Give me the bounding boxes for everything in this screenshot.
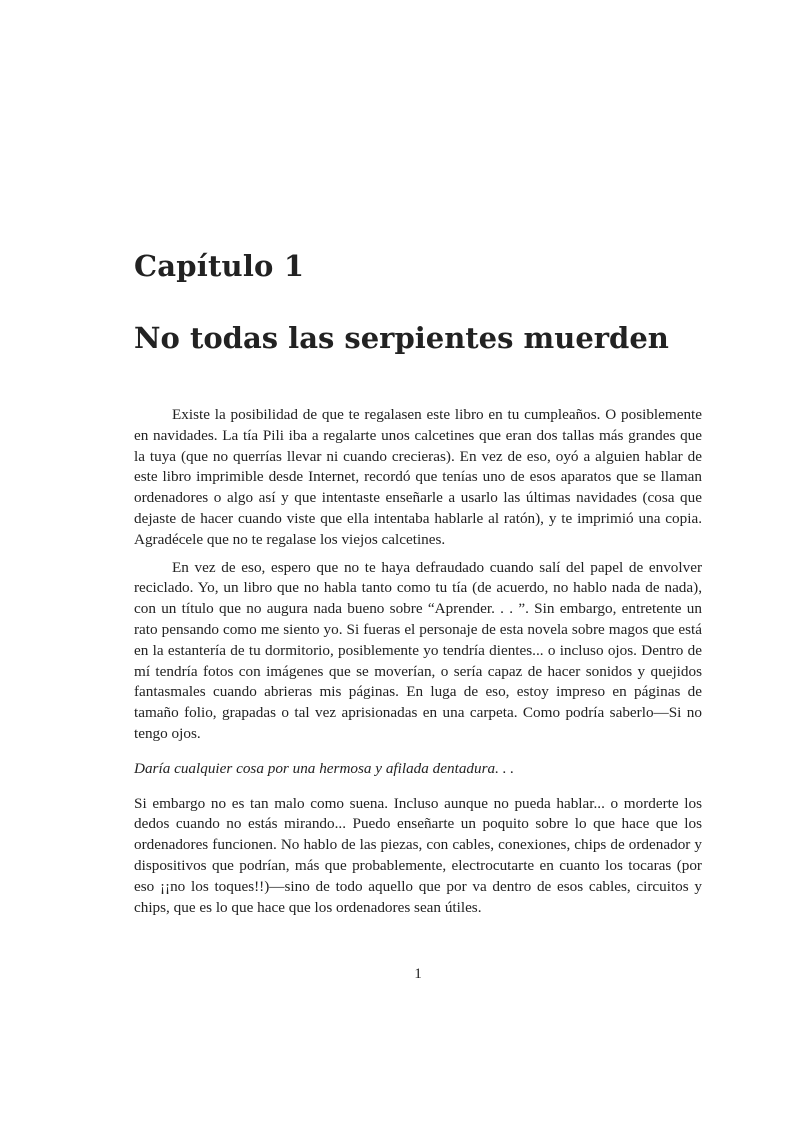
italic-aside: Daría cualquier cosa por una hermosa y afilada dentadura. . . [134,759,515,777]
paragraph-2: En vez de eso, espero que no te haya defraudado cuando salí del papel de envolver reciclado. Yo, un libro que no habla tanto como tu tía (de acuerdo, no hablo nada de nada), con un título que no augura nada bueno sobre “Aprender. . . ”. Sin embargo, entretente un rato pensando como me siento yo. Si fueras el personaje de esta novela sobre magos que está en la estantería de tu dormitorio, posiblemente yo tendría dientes... o incluso ojos. Dentro de mí tendría fotos con imágenes que se moverían, o sería capaz de hacer sonidos y quejidos fantasmales cuando abrieras mis páginas. En luga de eso, estoy impreso en páginas de tamaño folio, grapadas o tal vez aprisionadas en una carpeta. Como podría saberlo—Si no tengo ojos. [134,558,702,742]
chapter-label: Capítulo 1 [134,249,305,283]
chapter-title: No todas las serpientes muerden [134,321,669,355]
paragraph-3: Si embargo no es tan malo como suena. Incluso aunque no pueda hablar... o morderte los dedos cuando no estás mirando... Puedo enseñarte un poquito sobre lo que hace que los ordenadores funcionen. No hablo de las piezas, con cables, conexiones, chips de ordenador y dispositivos que podrían, más que probablemente, electrocutarte en cuanto los tocaras (por eso ¡¡no los toques!!)—sino de todo aquello que por va dentro de esos cables, circuitos y chips, que es lo que hace que los ordenadores sean útiles. [134,794,702,916]
paragraph-1: Existe la posibilidad de que te regalasen este libro en tu cumpleaños. O posiblemente en navidades. La tía Pili iba a regalarte unos calcetines que eran dos tallas más grandes que la tuya (que no querrías llevar ni cuando crecieras). En vez de eso, oyó a alguien hablar de este libro imprimible desde Internet, recordó que tenías uno de esos aparatos que se llaman ordenadores o algo así y que intentaste enseñarle a usarlo las últimas navidades (cosa que dejaste de hacer cuando viste que ella intentaba hablarle al ratón), y te imprimió una copia. Agradécele que no te regalase los viejos calcetines. [134,406,702,548]
page-number: 1 [414,965,422,982]
chapter-body [134,405,702,918]
